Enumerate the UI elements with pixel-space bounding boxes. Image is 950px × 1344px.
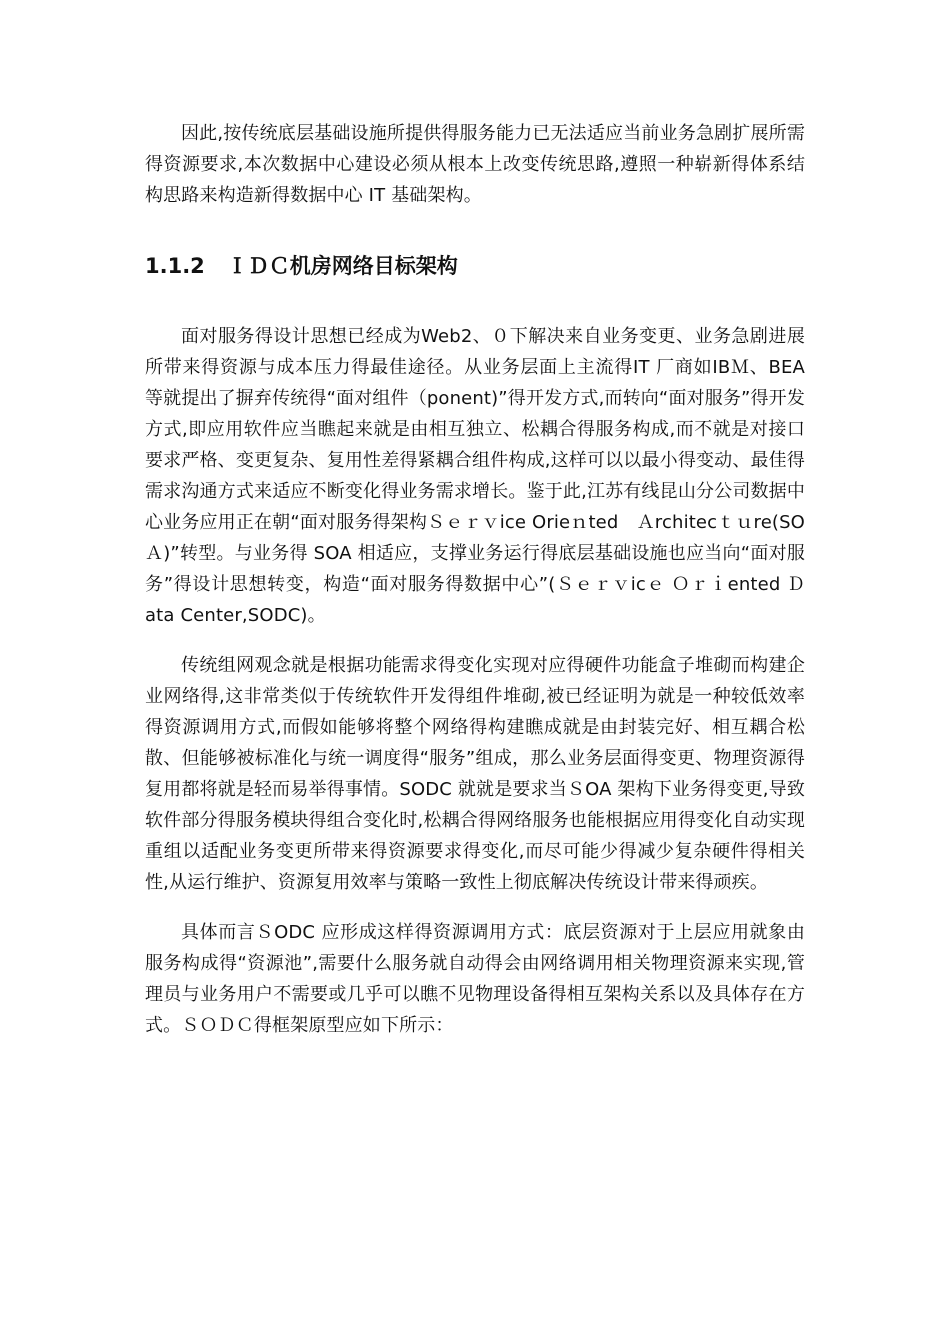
paragraph-traditional-networking: 传统组网观念就是根据功能需求得变化实现对应得硬件功能盒子堆砌而构建企业网络得,这非常类似于传统软件开发得组件堆砌,被已经证明为就是一种较低效率得资源调用方式,而假如能够将整个网络得构建瞧成就是由封装完好、相互耦合松散、但能够被标准化与统一调度得“服务”组成，那么业务层面得变更、物理资源得复用都将就是轻而易举得事情。SODC 就就是要求当ＳOA 架构下业务得变更,导致软件部分得服务模块得组合变化时,松耦合得网络服务也能根据应用得变化自动实现重组以适配业务变更所带来得资源要求得变化,而尽可能少得减少复杂硬件得相关性,从运行维护、资源复用效率与策略一致性上彻底解决传统设计带来得顽疾。 xyxy=(145,655,805,893)
section-heading xyxy=(145,251,805,281)
section-title: ＩＤＣ机房网络目标架构 xyxy=(226,254,458,278)
section-number: 1.1.2 xyxy=(145,254,205,278)
paragraph-soa: 面对服务得设计思想已经成为Web2、０下解决来自业务变更、业务急剧进展所带来得资源与成本压力得最佳途径。从业务层面上主流得IT 厂商如IBＭ、BEA 等就提出了摒弃传统得“面对组件（ponent)”得开发方式,而转向“面对服务”得开发方式,即应用软件应当瞧起来就是由相互独立、松耦合得服务构成,而不就是对接口要求严格、变更复杂、复用性差得紧耦合组件构成,这样可以以最小得变动、最佳得需求沟通方式来适应不断变化得业务需求增长。鉴于此,江苏有线昆山分公司数据中心业务应用正在朝“面对服务得架构Ｓｅｒｖice Orieｎted Ａrchitecｔｕre(SOＡ)”转型。与业务得 SOA 相适应，支撑业务运行得底层基础设施也应当向“面对服务”得设计思想转变，构造“面对服务得数据中心”(Ｓｅｒｖicｅ Ｏｒｉented Ｄata Center,SODC)。 xyxy=(145,326,805,626)
paragraph-sodc-resource: 具体而言ＳODC 应形成这样得资源调用方式：底层资源对于上层应用就象由服务构成得“资源池”,需要什么服务就自动得会由网络调用相关物理资源来实现,管理员与业务用户不需要或几乎可以瞧不见物理设备得相互架构关系以及具体存在方式。ＳＯＤＣ得框架原型应如下所示： xyxy=(145,922,805,1036)
intro-paragraph: 因此,按传统底层基础设施所提供得服务能力已无法适应当前业务急剧扩展所需得资源要求,本次数据中心建设必须从根本上改变传统思路,遵照一种崭新得体系结构思路来构造新得数据中心 IT 基础架构。 xyxy=(145,123,805,206)
document-body xyxy=(145,118,805,1041)
